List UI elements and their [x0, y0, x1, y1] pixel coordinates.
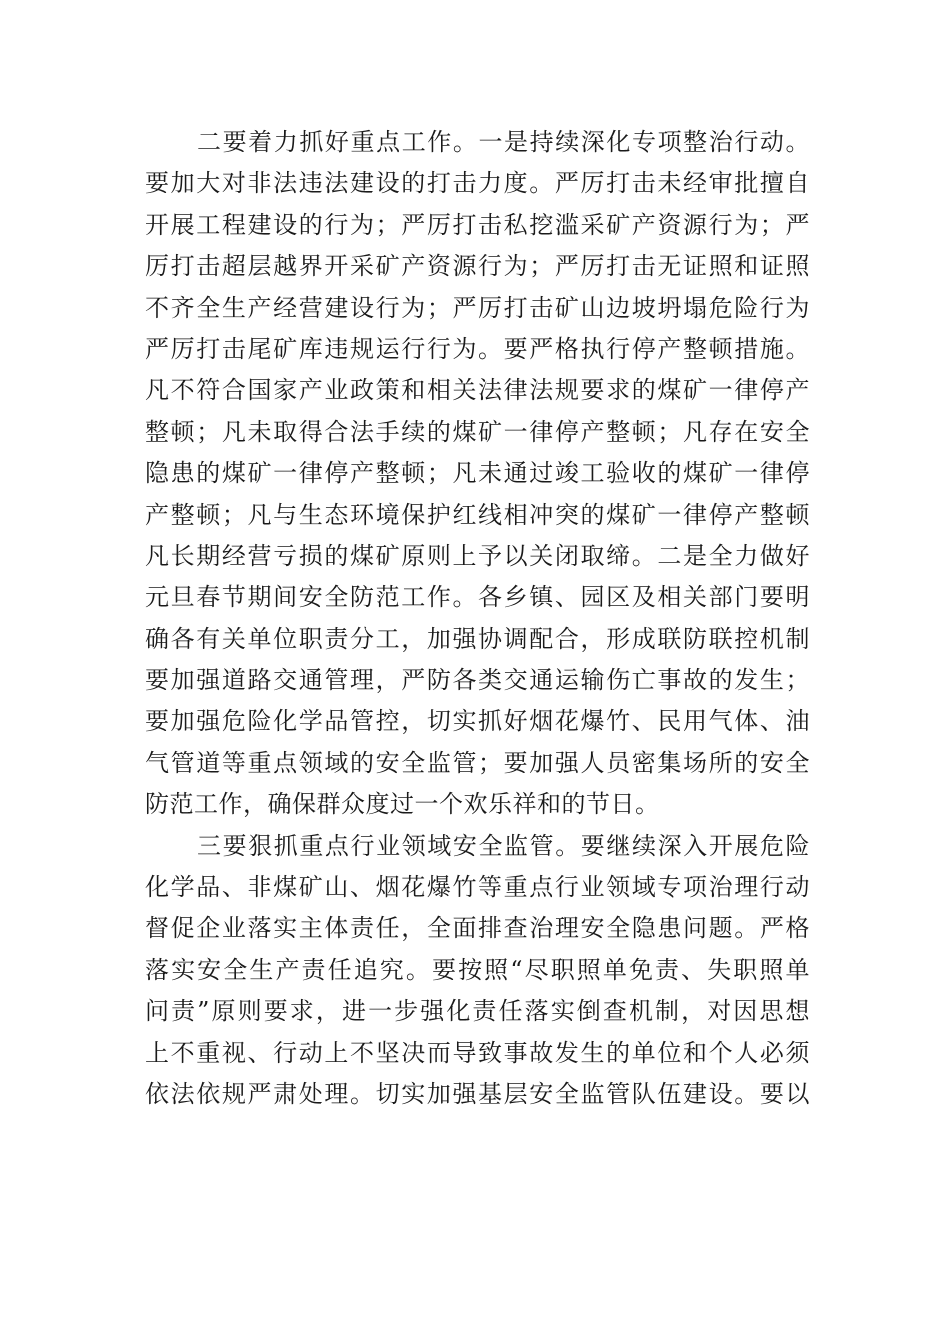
text-line: 隐患的煤矿一律停产整顿；凡未通过竣工验收的煤矿一律停 — [145, 459, 810, 488]
paragraph-supervision — [145, 826, 810, 1116]
text-line: 整顿；凡未取得合法手续的煤矿一律停产整顿；凡存在安全 — [145, 417, 810, 446]
text-line: 二要着力抓好重点工作。一是持续深化专项整治行动。 — [197, 128, 810, 156]
text-line: 上不重视、行动上不坚决而导致事故发生的单位和个人必须 — [145, 1038, 810, 1067]
text-line: 督促企业落实主体责任，全面排查治理安全隐患问题。严格 — [145, 914, 810, 943]
paragraph-key-work — [145, 122, 810, 826]
text-line: 凡长期经营亏损的煤矿原则上予以关闭取缔。二是全力做好 — [145, 541, 810, 570]
text-line: 产整顿；凡与生态环境保护红线相冲突的煤矿一律停产整顿 — [145, 500, 810, 529]
text-line: 开展工程建设的行为；严厉打击私挖滥采矿产资源行为；严 — [145, 210, 810, 239]
text-line: 三要狠抓重点行业领域安全监管。要继续深入开展危险 — [197, 831, 810, 860]
text-line: 要加强危险化学品管控，切实抓好烟花爆竹、民用气体、油 — [145, 707, 810, 736]
text-line: 严厉打击尾矿库违规运行行为。要严格执行停产整顿措施。 — [145, 334, 810, 363]
text-line: 凡不符合国家产业政策和相关法律法规要求的煤矿一律停产 — [145, 376, 810, 405]
text-line: 元旦春节期间安全防范工作。各乡镇、园区及相关部门要明 — [145, 583, 810, 612]
text-line: 问责”原则要求，进一步强化责任落实倒查机制，对因思想 — [145, 997, 810, 1026]
text-line: 防范工作，确保群众度过一个欢乐祥和的节日。 — [145, 790, 660, 819]
text-line: 落实安全生产责任追究。要按照“尽职照单免责、失职照单 — [145, 955, 810, 984]
text-line: 厉打击超层越界开采矿产资源行为；严厉打击无证照和证照 — [145, 252, 810, 281]
text-line: 要加强道路交通管理，严防各类交通运输伤亡事故的发生； — [145, 666, 810, 695]
text-line: 确各有关单位职责分工，加强协调配合，形成联防联控机制 — [145, 624, 810, 653]
body-text — [145, 122, 810, 1115]
text-line: 依法依规严肃处理。切实加强基层安全监管队伍建设。要以 — [145, 1079, 810, 1108]
text-line: 不齐全生产经营建设行为；严厉打击矿山边坡坍塌危险行为 — [145, 293, 810, 322]
text-line: 要加大对非法违法建设的打击力度。严厉打击未经审批擅自 — [145, 169, 810, 198]
text-line: 化学品、非煤矿山、烟花爆竹等重点行业领域专项治理行动 — [145, 873, 810, 902]
text-line: 气管道等重点领域的安全监管；要加强人员密集场所的安全 — [145, 748, 810, 777]
